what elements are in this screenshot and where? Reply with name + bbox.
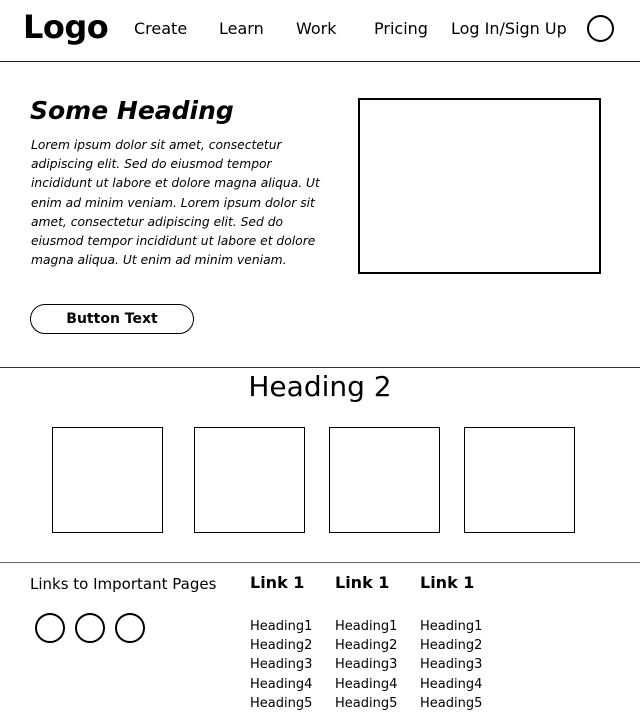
card-placeholder[interactable] xyxy=(52,427,163,533)
hero-body-text: Lorem ipsum dolor sit amet, consectetur adipiscing elit. Sed do eiusmod tempor incididunt ut labore et dolore magna aliqua. Ut enim ad minim veniam. Lorem ipsum dolor sit amet, consectetur adipiscing elit. Sed do eiusmod tempor incididunt ut labore et dolore magna aliqua. Ut enim ad minim veniam. xyxy=(31,138,320,268)
footer-link[interactable]: Heading4 xyxy=(335,676,398,692)
footer-link[interactable]: Heading2 xyxy=(335,638,398,654)
footer-column-heading[interactable]: Link 1 xyxy=(335,573,390,592)
footer-link[interactable]: Heading4 xyxy=(420,676,483,692)
card-placeholder[interactable] xyxy=(329,427,440,533)
footer-link[interactable]: Heading4 xyxy=(250,676,313,692)
card-placeholder[interactable] xyxy=(194,427,305,533)
logo[interactable]: Logo xyxy=(23,8,109,46)
footer-link[interactable]: Heading3 xyxy=(420,657,483,673)
site-header xyxy=(0,0,640,62)
social-circle-icon[interactable] xyxy=(75,613,105,643)
footer-link[interactable]: Heading5 xyxy=(250,695,313,711)
footer-column xyxy=(335,573,397,713)
footer-link[interactable]: Heading1 xyxy=(335,619,398,634)
footer-link[interactable]: Heading1 xyxy=(250,619,313,634)
nav-learn[interactable]: Learn xyxy=(219,19,264,38)
footer-column-heading[interactable]: Link 1 xyxy=(420,573,475,592)
footer-column xyxy=(250,573,312,713)
footer-link[interactable]: Heading1 xyxy=(420,619,483,634)
nav-work[interactable]: Work xyxy=(296,19,337,38)
hero-heading: Some Heading xyxy=(30,96,234,125)
footer-link[interactable]: Heading5 xyxy=(335,695,398,711)
footer-divider xyxy=(0,562,640,563)
nav-create[interactable]: Create xyxy=(134,19,188,38)
section-divider xyxy=(0,367,640,368)
footer-column-heading[interactable]: Link 1 xyxy=(250,573,305,592)
social-circle-icon[interactable] xyxy=(35,613,65,643)
nav-pricing[interactable]: Pricing xyxy=(374,19,428,38)
section-heading: Heading 2 xyxy=(248,370,392,403)
footer-link[interactable]: Heading5 xyxy=(420,695,483,711)
footer-link[interactable]: Heading3 xyxy=(250,657,313,673)
hero-image-placeholder xyxy=(358,98,601,274)
social-circle-icon[interactable] xyxy=(115,613,145,643)
hero-cta-button[interactable]: Button Text xyxy=(30,304,194,334)
nav-login-signup[interactable]: Log In/Sign Up xyxy=(451,19,567,38)
footer-link[interactable]: Heading2 xyxy=(420,638,483,654)
footer-link[interactable]: Heading2 xyxy=(250,638,313,654)
footer-title: Links to Important Pages xyxy=(30,575,217,593)
profile-avatar-icon[interactable] xyxy=(587,15,614,42)
card-placeholder[interactable] xyxy=(464,427,575,533)
footer-link[interactable]: Heading3 xyxy=(335,657,398,673)
footer-column xyxy=(420,573,482,713)
